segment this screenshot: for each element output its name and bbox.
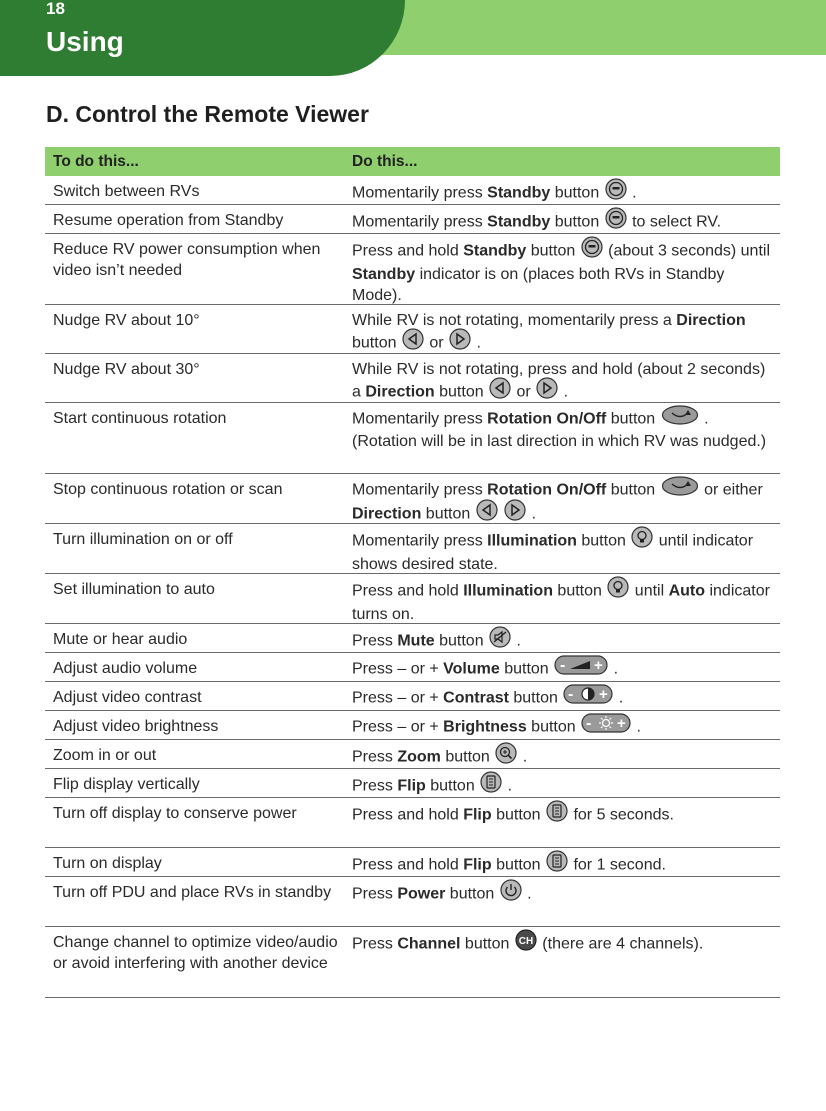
instruction-text: button [576,532,631,550]
action-cell [352,769,780,797]
instruction-text: . [512,632,521,650]
button-name: Standby [352,266,416,283]
task-cell: Switch between RVs [53,183,200,200]
instruction-text: Press – or + [352,660,444,678]
left-icon [489,377,511,405]
instruction-text: Momentarily press [352,481,488,499]
task-cell: Adjust video contrast [53,689,202,706]
flip-icon [480,771,502,799]
instruction-text: button [552,582,607,600]
instruction-text: button [550,213,604,231]
bulb-icon [607,576,629,604]
task-cell: Adjust audio volume [53,660,198,677]
button-name: Zoom [397,748,441,766]
instruction-text: button [425,777,480,795]
button-name: Illumination [463,582,553,600]
action-cell [352,653,780,681]
table-row [45,848,780,877]
instruction-text: Momentarily press [352,184,488,202]
instruction-text: (about 3 seconds) until [603,242,771,260]
task-cell: Stop continuous rotation or scan [53,481,283,498]
instruction-text: button [499,660,554,678]
table-row [45,205,780,234]
action-cell [352,927,780,997]
task-cell: Adjust video brightness [53,718,219,735]
instruction-text: Press and hold [352,582,464,600]
table-row [45,711,780,740]
page-title: D. Control the Remote Viewer [46,101,369,127]
button-name: Standby [487,213,551,231]
instruction-text: or [424,334,449,352]
instruction-text: . [472,334,481,352]
instruction-text [499,506,503,523]
instruction-text: Press [352,885,398,903]
button-name: Auto [668,582,706,600]
instruction-text: Press [352,632,398,650]
instruction-text: button [352,334,401,352]
left-icon [476,499,498,527]
instruction-text: button [526,242,580,260]
brightness-icon [581,713,631,739]
instruction-text: . [627,184,637,202]
table-row [45,305,780,354]
action-cell [352,176,780,204]
volume-icon [554,655,608,681]
instruction-text: . [527,505,537,523]
table-row [45,176,780,205]
instruction-text: button [491,856,545,874]
table-row [45,624,780,653]
task-cell: Change channel to optimize video/audio or avoid interfering with another device [53,934,338,972]
button-name: Direction [365,383,435,401]
instruction-text: until indicator shows desired state. [352,532,754,573]
table-row [45,740,780,769]
channel-icon [515,929,537,957]
button-name: Standby [463,242,527,260]
instruction-text: . (Rotation will be in last direction in which RV was nudged.) [352,410,767,450]
right-icon [449,328,471,356]
task-cell: Reduce RV power consumption when video isn’t needed [53,241,321,279]
instruction-text: Momentarily press [352,213,488,231]
table-row [45,653,780,682]
button-name: Flip [463,856,492,874]
instruction-text: Press – or + [352,689,444,707]
task-cell: Nudge RV about 30° [53,361,200,378]
task-cell: Set illumination to auto [53,581,215,598]
table-row [45,798,780,848]
page-number: 18 [46,0,65,18]
table-header [45,147,780,176]
controls-table [45,147,780,998]
button-name: Direction [352,505,422,523]
table-row [45,403,780,474]
instruction-text: . [559,383,569,401]
instruction-text: button [606,481,660,499]
action-cell [352,624,780,652]
svg-text:-: - [568,686,574,703]
table-row [45,354,780,403]
instruction-text: . [609,660,619,678]
table-row [45,877,780,927]
standby-icon [605,207,627,235]
instruction-text: Press [352,935,398,953]
task-cell: Resume operation from Standby [53,212,284,229]
button-name: Power [397,885,446,903]
column-header-action: Do this... [352,152,418,170]
action-cell [352,848,780,876]
column-header-task: To do this... [53,152,139,170]
action-cell [352,877,780,926]
task-cell: Turn on display [53,855,162,872]
instruction-text: button [440,748,495,766]
button-name: Direction [676,312,746,329]
instruction-text: Press [352,777,398,795]
instruction-text: . [518,748,528,766]
instruction-text: (there are 4 channels). [537,935,704,953]
button-name: Volume [443,660,500,678]
instruction-text: button [421,505,475,523]
action-cell [352,305,780,353]
instruction-text: for 5 seconds. [569,806,674,824]
instruction-text: button [526,718,581,736]
task-cell: Turn off PDU and place RVs in standby [53,884,332,901]
instruction-text: While RV is not rotating, momentarily press a [352,312,677,329]
instruction-text: button [445,885,499,903]
action-cell [352,234,780,304]
instruction-text: indicator turns on. [352,582,770,623]
button-name: Contrast [443,689,509,707]
instruction-text: Press and hold [352,856,464,874]
instruction-text: . [522,885,532,903]
left-icon [402,328,424,356]
bulb-icon [631,526,653,554]
button-name: Brightness [443,718,527,736]
instruction-text: Press – or + [352,718,444,736]
contrast-icon [563,684,613,710]
instruction-text: button [491,806,545,824]
action-cell [352,798,780,847]
button-name: Rotation On/Off [487,481,607,499]
task-cell: Mute or hear audio [53,631,188,648]
svg-text:+: + [594,657,603,674]
standby-icon [581,236,603,264]
button-name: Illumination [487,532,577,550]
rotation-icon [661,476,699,502]
instruction-text: . [632,718,641,736]
task-cell: Flip display vertically [53,776,200,793]
right-icon [536,377,558,405]
action-cell [352,711,780,739]
action-cell [352,354,780,402]
action-cell [352,574,780,623]
button-name: Mute [397,632,435,650]
table-row [45,474,780,524]
button-name: Rotation On/Off [487,410,607,428]
section-title: Using [46,26,124,57]
instruction-text: indicator is on (places both RVs in Standby Mode). [352,266,725,304]
mute-icon [489,626,511,654]
svg-text:-: - [586,715,592,732]
table-row [45,574,780,624]
task-cell: Zoom in or out [53,747,157,764]
instruction-text: button [434,632,489,650]
svg-text:-: - [560,657,566,674]
instruction-text: button [508,689,563,707]
instruction-text: While RV is not rotating, press and hold (about 2 seconds) a [352,361,766,401]
table-body [45,176,780,998]
instruction-text: button [434,383,489,401]
instruction-text: Press [352,748,398,766]
standby-icon [605,178,627,206]
instruction-text: or [512,383,536,401]
power-icon [500,879,522,907]
instruction-text: or either [699,481,763,499]
action-cell [352,205,780,233]
table-row [45,769,780,798]
button-name: Flip [463,806,492,824]
button-name: Channel [397,935,461,953]
rotation-icon [661,405,699,431]
action-cell [352,403,780,473]
svg-text:+: + [617,715,626,732]
instruction-text: . [614,689,624,707]
flip-icon [546,850,568,878]
button-name: Standby [487,184,551,202]
action-cell [352,524,780,573]
zoom-icon [495,742,517,770]
instruction-text: Momentarily press [352,410,488,428]
instruction-text: Momentarily press [352,532,488,550]
instruction-text: . [503,777,513,795]
table-row [45,234,780,305]
table-row [45,524,780,574]
action-cell [352,682,780,710]
instruction-text: button [606,410,660,428]
action-cell [352,474,780,523]
instruction-text: to select RV. [627,213,722,231]
instruction-text: until [630,582,669,600]
instruction-text: Press and hold [352,806,464,824]
svg-text:+: + [599,686,609,703]
task-cell: Start continuous rotation [53,410,227,427]
instruction-text: button [460,935,514,953]
right-icon [504,499,526,527]
flip-icon [546,800,568,828]
instruction-text: for 1 second. [569,856,666,874]
table-row [45,927,780,998]
instruction-text: Press and hold [352,242,464,260]
button-name: Flip [397,777,426,795]
task-cell: Turn off display to conserve power [53,805,297,822]
table-row [45,682,780,711]
svg-text:CH: CH [518,936,534,947]
instruction-text: button [550,184,604,202]
task-cell: Turn illumination on or off [53,531,233,548]
task-cell: Nudge RV about 10° [53,312,200,329]
action-cell [352,740,780,768]
